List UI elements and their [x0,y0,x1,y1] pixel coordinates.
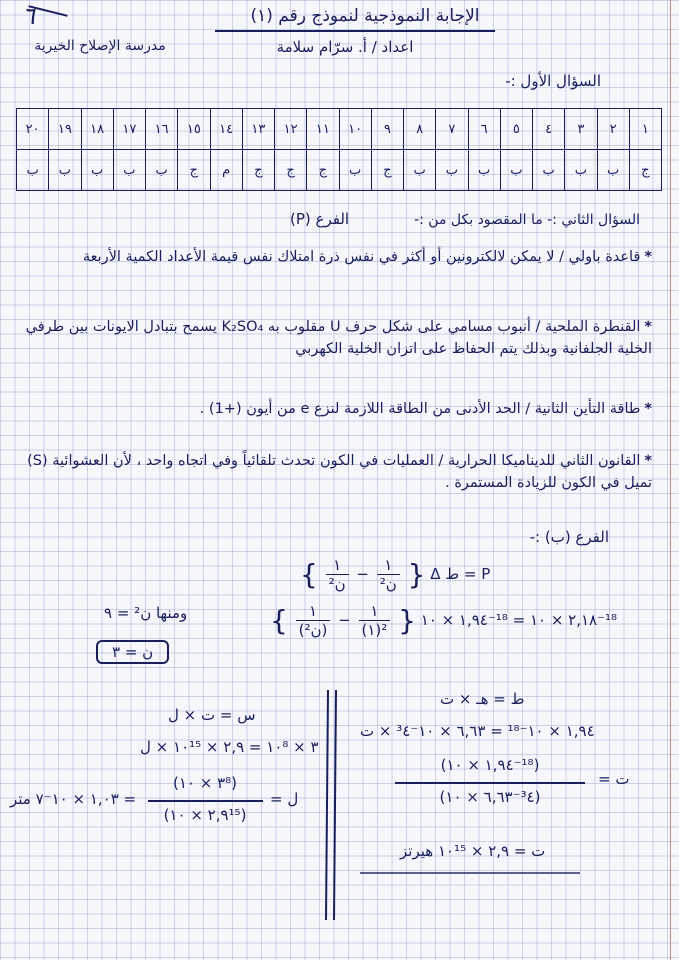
bullet-star-icon: * [644,249,652,265]
definition-salt-bridge [22,316,652,360]
answer-cell: ب [17,150,49,191]
answer-table-numbers-row [17,109,662,150]
answer-cell: ج [629,150,661,191]
question-number-cell: ١٦ [146,109,178,150]
definition-text: القنطرة الملحية / أنبوب مسامي على شكل حرف U مقلوب به K₂SO₄ يسمح بتبادل الايونات بين طرفي الخلية الجلفانية وبذلك يتم الحفاظ على اتزان الخلية الكهربي [25,319,652,357]
answer-cell: ب [533,150,565,191]
answer-cell: ج [371,150,403,191]
frequency-fraction-numerator: (١,٩٤ × ١٠⁻¹⁸) [440,756,540,774]
question-number-cell: ٢ [597,109,629,150]
fraction-bar [148,800,263,802]
definition-pauli [22,246,652,268]
question-number-cell: ١٨ [81,109,113,150]
answer-cell: ب [436,150,468,191]
author-line: اعداد / أ. سرّام سلامة [276,38,414,56]
part-b-label: الفرع (ب) :- [529,528,609,546]
answer-cell: ب [597,150,629,191]
page-title: الإجابة النموذجية لنموذج رقم (١) [250,6,480,26]
answer-cell: م [210,150,242,191]
page-number: ٦ [22,2,35,30]
question-number-cell: ١ [629,109,661,150]
answer-cell: ب [81,150,113,191]
result-underline [360,872,580,874]
question-number-cell: ٥ [500,109,532,150]
page-margin-line [670,0,671,960]
equation-wave-speed: س = ت × ل [168,706,256,724]
answer-cell: ب [565,150,597,191]
question-number-cell: ١٩ [49,109,81,150]
wavelength-result: = ١,٠٣ × ١٠⁻٧ متر [10,790,137,808]
question-number-cell: ٦ [468,109,500,150]
question-number-cell: ١٣ [242,109,274,150]
equation-energy-change: { $\frac{١}{\text{ن²}}$ − $\frac{١}{\text{ن²}}$ } Δ ط = P [300,556,491,593]
answer-cell: ج [275,150,307,191]
answer-cell: ب [146,150,178,191]
note-n-squared: ومنها ن² = ٩ [104,604,188,622]
question-number-cell: ١٧ [113,109,145,150]
frequency-label: ت = [598,770,630,788]
column-divider [325,690,329,920]
question-number-cell: ٧ [436,109,468,150]
bullet-star-icon: * [644,319,652,335]
column-divider [333,690,337,920]
question-number-cell: ١٠ [339,109,371,150]
answer-cell: ج [242,150,274,191]
wavelength-label: ل = [270,790,299,808]
answer-cell: ب [49,150,81,191]
question-number-cell: ٤ [533,109,565,150]
frequency-fraction-denominator: (٦,٦٣ × ١٠⁻³٤) [439,788,541,806]
title-underline [215,30,495,32]
answer-cell: ب [339,150,371,191]
question-number-cell: ٨ [404,109,436,150]
boxed-result-n: ن = ٣ [96,640,169,664]
wavelength-fraction-denominator: (٢,٩ × ١٠¹⁵) [163,806,247,824]
answer-cell: ب [404,150,436,191]
question-number-cell: ١٢ [275,109,307,150]
equation-planck: ط = هـ × ت [440,690,525,708]
equation-substitution: { $\frac{١}{\text{(ن²)}}$ − $\frac{١}{\text{(١)²}}$ } ١,٩٤ × ١٠⁻¹⁸ = ٢,١٨ × ١٠⁻¹⁸ [270,602,618,639]
definition-ionization-energy [22,398,652,420]
answer-cell: ب [468,150,500,191]
question-number-cell: ١٥ [178,109,210,150]
equation-wave-substituted: ٣ × ١٠⁸ = ٢,٩ × ١٠¹⁵ × ل [140,738,319,756]
answer-cell: ب [500,150,532,191]
definition-thermodynamics-law [22,450,652,494]
answer-cell: ج [178,150,210,191]
definition-text: القانون الثاني للديناميكا الحرارية / العمليات في الكون تحدث تلقائياً وفي اتجاه واحد ، لأن العشوائية (S) تميل في الكون للزيادة المستمرة . [27,453,652,491]
bullet-star-icon: * [644,401,652,417]
school-name: مدرسة الإصلاح الخيرية [34,38,166,54]
answer-table [16,108,662,191]
answer-cell: ب [113,150,145,191]
bullet-star-icon: * [644,453,652,469]
equation-planck-substituted: ١,٩٤ × ١٠⁻¹⁸ = ٦,٦٣ × ١٠⁻³٤ × ت [360,722,595,740]
question1-label: السؤال الأول :- [505,72,601,90]
frequency-result: ت = ٢,٩ × ١٠¹⁵ هيرتز [400,842,546,860]
question-number-cell: ٣ [565,109,597,150]
question2-label: السؤال الثاني :- ما المقصود بكل من :- [414,212,640,228]
question-number-cell: ٢٠ [17,109,49,150]
definition-text: طاقة التأين الثانية / الحد الأدنى من الطاقة اللازمة لنزع e من أيون (+1) . [199,401,641,417]
fraction-bar [395,782,585,784]
question-number-cell: ٩ [371,109,403,150]
definition-text: قاعدة باولي / لا يمكن لالكترونين أو أكثر في نفس ذرة امتلاك نفس قيمة الأعداد الكمية الأربعة [82,249,641,265]
question-number-cell: ١٤ [210,109,242,150]
wavelength-fraction-numerator: (٣ × ١٠⁸) [172,774,238,792]
answer-table-answers-row [17,150,662,191]
part-a-label: الفرع (P) [290,210,350,228]
question-number-cell: ١١ [307,109,339,150]
answer-cell: ج [307,150,339,191]
